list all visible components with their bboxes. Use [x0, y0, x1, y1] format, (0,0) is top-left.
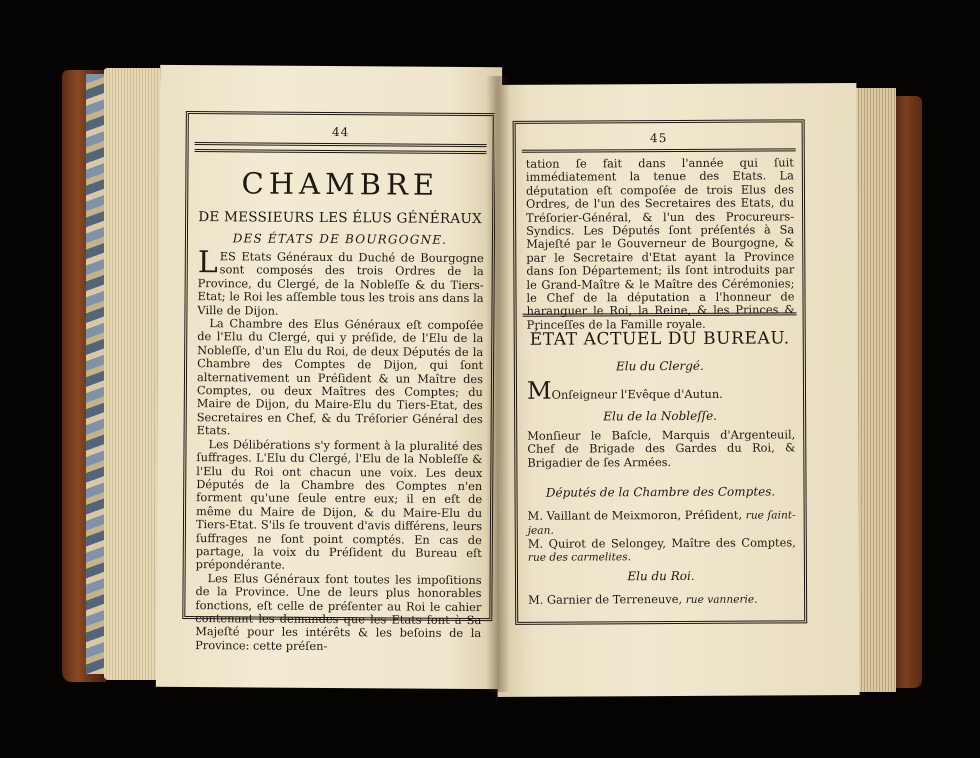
right-page-frame — [513, 119, 808, 625]
right-page-edges — [856, 88, 896, 692]
right-page — [494, 83, 859, 697]
right-cover-edge — [892, 96, 922, 688]
continued-text — [526, 156, 795, 332]
paragraph: Les Délibérations s'y forment à la pluralité des ſuffrages. L'Elu du Clergé, l'Elu de la Nobleſſe & l'Elu du Roi ont chacun une voix. Les deux Députés de la Chambre des Comptes n'en forment qu'une ſeule entre eux; il en eſt de même du Maire de Dijon, & du Maire-Elu du Tiers-Etat. S'ils ſe trouvent d'avis différens, leurs ſuffrages ne ſont point comptés. En cas de partage, la voix du Préſident du Bureau eſt prépondérante. — [195, 436, 483, 573]
marbled-endpaper — [86, 74, 106, 674]
heading-roi: Elu du Roi. — [627, 568, 695, 584]
section-title: ÉTAT ACTUEL DU BUREAU. — [529, 328, 790, 350]
entry-noblesse: Monſieur le Baſcle, Marquis d'Argenteuil, Chef de Brigade des Gardes du Roi, & Brigadier de ſes Armées. — [527, 427, 796, 470]
paragraph: Les Elus Généraux font toutes les impoſitions de la Province. Une de leurs plus honorables fonctions, eſt celle de préſenter au Roi le cahier contenant les demandes que les Etats font à Sa Majeſté pour les intérêts & les beſoins de la Province: cette préſen- — [195, 570, 482, 653]
left-page-frame — [182, 111, 496, 653]
chapter-subtitle-2: DES ÉTATS DE BOURGOGNE. — [232, 231, 448, 247]
chapter-subtitle: DE MESSIEURS LES ÉLUS GÉNÉRAUX — [198, 209, 482, 228]
heading-comptes: Députés de la Chambre des Comptes. — [545, 484, 776, 500]
entry-comptes-2: M. Quirot de Selongey, Maître des Comptes, rue des carmelites. — [527, 535, 796, 565]
paragraph: LES Etats Généraux du Duché de Bourgogne sont composés des trois Ordres de la Province, du Clergé, de la Nobleſſe & du Tiers-Etat; le Roi les aſſemble tous les trois ans dans la Ville de Dijon. — [197, 245, 484, 318]
entry-comptes-1: M. Vaillant de Meixmoron, Préſident, rue ſaint-jean. — [527, 507, 796, 538]
book-gutter — [486, 76, 510, 692]
chapter-title: CHAMBRE — [241, 166, 440, 202]
left-page-edges — [104, 68, 160, 680]
page-number-left: 44 — [332, 125, 350, 140]
heading-noblesse: Elu de la Nobleſſe. — [603, 408, 718, 424]
paragraph: La Chambre des Elus Généraux eſt compoſée de l'Elu du Clergé, qui y préſide, de l'Elu de la Nobleſſe, d'un Elu du Roi, de deux Députés de la Chambre des Comptes de Dijon, qui ſont alternativement un Préſident & un Maître des Comptes, ou deux Maîtres des Comptes; du Maire de Dijon, du Maire-Elu du Tiers-Etat, des Secretaires en Chef, & du Tréſorier Général des Etats. — [196, 316, 484, 438]
heading-clerge: Elu du Clergé. — [615, 358, 704, 374]
header-rule — [522, 148, 796, 152]
paragraph: tation ſe fait dans l'année qui ſuit immédiatement la tenue des Etats. La députation eſt compoſée de trois Elus des Ordres, de l'un des Secretaires des Etats, du Tréſorier-Général, & l'un des Procureurs-Syndics. Les Députés ſont préſentés à Sa Majeſté par le Gouverneur de Bourgogne, & par le Secretaire d'Etat ayant la Province dans ſon Département; ils ſont introduits par le Grand-Maître & le Maître des Cérémonies; le Chef de la députation a l'honneur de haranguer le Roi, la Reine, & les Princes & Princeſſes de la Famille royale. — [525, 155, 795, 332]
entry-clerge: MOnſeigneur l'Evêque d'Autun. — [526, 376, 723, 405]
left-page-body — [195, 245, 484, 654]
drop-cap: L — [197, 245, 218, 281]
header-rule — [195, 142, 487, 147]
entry-roi: M. Garnier de Terreneuve, rue vannerie. — [528, 591, 758, 607]
drop-cap: M — [526, 376, 552, 405]
left-page — [156, 65, 502, 689]
page-number-right: 45 — [650, 131, 668, 146]
header-rule-2 — [195, 149, 487, 154]
